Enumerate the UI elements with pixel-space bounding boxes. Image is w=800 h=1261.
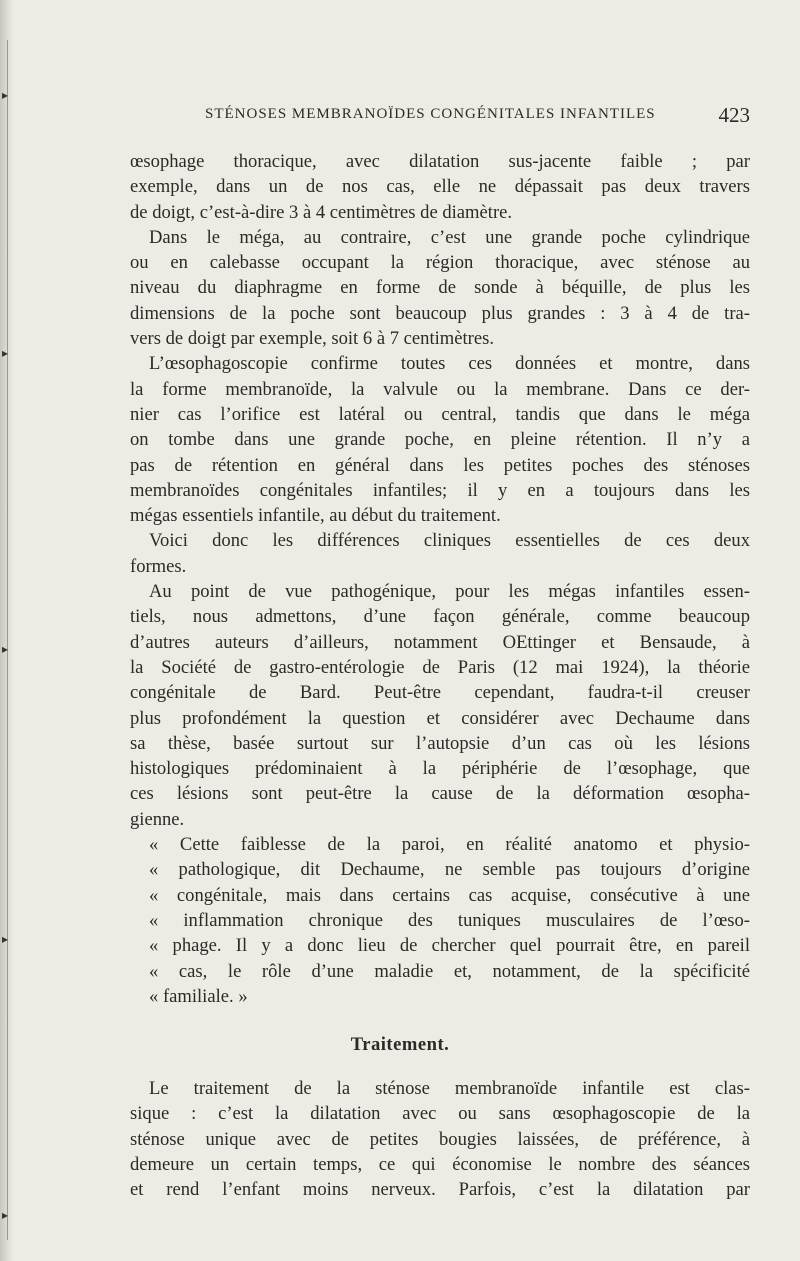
text-line: Dans le méga, au contraire, c’est une grande poche cylindrique [149,226,750,248]
text-line: membranoïdes congénitales infantiles; il y en a toujours dans les [130,479,750,501]
quote-line: « pathologique, dit Dechaume, ne semble pas toujours d’origine [149,859,750,881]
page-header [205,103,750,128]
text-line: demeure un certain temps, ce qui économise le nombre des séances [130,1153,750,1175]
quote-line: « familiale. » [149,985,248,1007]
quote-line: « phage. Il y a donc lieu de chercher quel pourrait être, en pareil [149,935,750,957]
body-text [130,149,750,1009]
text-line: exemple, dans un de nos cas, elle ne dépassait pas deux travers [130,176,750,198]
text-line: pas de rétention en général dans les petites poches des sténoses [130,454,750,476]
quote-line: « cas, le rôle d’une maladie et, notamment, de la spécificité [149,960,750,982]
text-line: la Société de gastro-entérologie de Paris (12 mai 1924), la théorie [130,656,750,678]
text-line: dimensions de la poche sont beaucoup plus grandes : 3 à 4 de tra- [130,302,750,324]
text-line: sique : c’est la dilatation avec ou sans œsophagoscopie de la [130,1103,750,1125]
text-line: histologiques prédominaient à la périphérie de l’œsophage, que [130,758,750,780]
treatment-text [130,1076,750,1202]
text-line: plus profondément la question et considérer avec Dechaume dans [130,707,750,729]
quote-line: « Cette faiblesse de la paroi, en réalité anatomo et physio- [149,834,750,856]
running-head: STÉNOSES MEMBRANOÏDES CONGÉNITALES INFANTILES [205,106,656,122]
page-number: 423 [718,103,750,127]
margin-mark: ▸ [2,346,9,360]
text-line: tiels, nous admettons, d’une façon générale, comme beaucoup [130,606,750,628]
text-line: sa thèse, basée surtout sur l’autopsie d’un cas où les lésions [130,732,750,754]
text-line: œsophage thoracique, avec dilatation sus-jacente faible ; par [130,151,750,172]
text-line: vers de doigt par exemple, soit 6 à 7 centimètres. [130,328,495,350]
binding-line [7,40,8,1240]
text-line: Voici donc les différences cliniques essentielles de ces deux [149,530,750,552]
quote-line: « congénitale, mais dans certains cas acquise, consécutive à une [149,884,750,906]
text-line: gienne. [130,808,185,830]
text-line: congénitale de Bard. Peut-être cependant, faudra-t-il creuser [130,682,750,704]
text-line: L’œsophagoscopie confirme toutes ces données et montre, dans [149,353,750,375]
text-line: de doigt, c’est-à-dire 3 à 4 centimètres de diamètre. [130,201,513,223]
text-line: on tombe dans une grande poche, en pleine rétention. Il n’y a [130,429,750,451]
text-line: ces lésions sont peut-être la cause de la déformation œsopha- [130,783,750,805]
margin-mark: ▸ [2,1208,9,1222]
text-line: et rend l’enfant moins nerveux. Parfois, c’est la dilatation par [130,1179,750,1201]
text-line: ou en calebasse occupant la région thoracique, avec sténose au [130,252,750,274]
margin-mark: ▸ [2,642,9,656]
text-line: sténose unique avec de petites bougies laissées, de préférence, à [130,1128,750,1150]
text-line: d’autres auteurs d’ailleurs, notamment OEttinger et Bensaude, à [130,631,750,653]
text-line: mégas essentiels infantile, au début du traitement. [130,505,501,527]
text-line: formes. [130,555,187,577]
margin-mark: ▸ [2,88,9,102]
quote-line: « inflammation chronique des tuniques musculaires de l’œso- [149,909,750,931]
margin-mark: ▸ [2,932,9,946]
text-line: nier cas l’orifice est latéral ou central, tandis que dans le méga [130,403,750,425]
section-heading: Traitement. [350,1034,450,1055]
text-line: Le traitement de la sténose membranoïde infantile est clas- [149,1078,750,1099]
text-line: Au point de vue pathogénique, pour les mégas infantiles essen- [149,581,750,603]
text-line: la forme membranoïde, la valvule ou la membrane. Dans ce der- [130,378,750,400]
text-line: niveau du diaphragme en forme de sonde à béquille, de plus les [130,277,750,299]
